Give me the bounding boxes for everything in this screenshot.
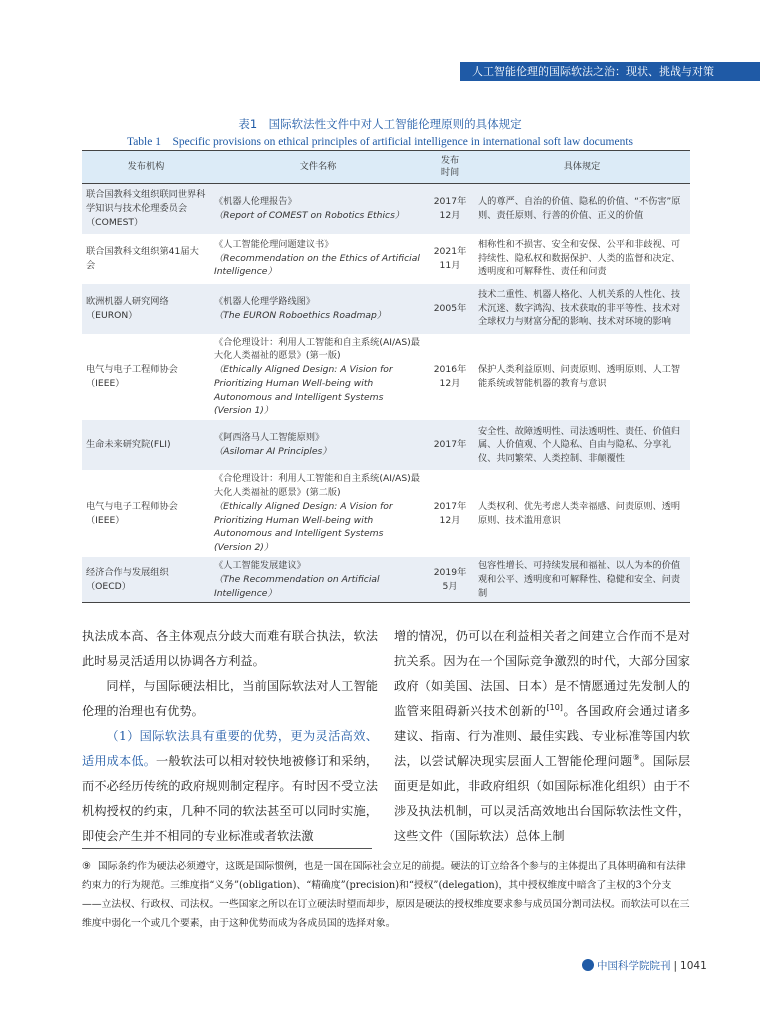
table-row bbox=[82, 284, 690, 334]
cell-provisions: 人类权利、优先考虑人类幸福感、问责原则、透明原则、技术滥用意识 bbox=[478, 500, 681, 526]
table-header-row bbox=[82, 151, 690, 184]
cell-org: 联合国教科文组织联同世界科学知识与技术伦理委员会（COMEST） bbox=[82, 184, 210, 234]
body-paragraph: 执法成本高、各主体观点分歧大而难有联合执法，软法此时易灵活适用以协调各方利益。 bbox=[82, 629, 378, 668]
table-row bbox=[82, 557, 690, 603]
table-row bbox=[82, 184, 690, 234]
table-row bbox=[82, 470, 690, 557]
cell-org: 经济合作与发展组织（OECD） bbox=[82, 557, 210, 603]
provisions-table bbox=[82, 150, 690, 603]
cell-date: 2017年 12月 bbox=[426, 184, 474, 234]
header-provisions: 具体规定 bbox=[474, 151, 690, 184]
cell-doc bbox=[210, 334, 426, 421]
cell-date: 2016年 12月 bbox=[433, 364, 467, 389]
reference-marker[interactable]: [10] bbox=[546, 702, 563, 712]
doc-title-zh: 《阿西洛马人工智能原则》 bbox=[214, 432, 325, 444]
cell-org: 联合国教科文组织第41届大会 bbox=[86, 245, 199, 271]
body-paragraph bbox=[394, 624, 690, 849]
footer-separator: | bbox=[673, 960, 678, 972]
cell-doc bbox=[210, 234, 426, 284]
journal-name: 中国科学院 bbox=[597, 960, 650, 972]
header-date: 发布 时间 bbox=[426, 151, 474, 184]
doc-title-en: （Ethically Aligned Design: A Vision for Prioritizing Human Well-being with Autonomous and Intelligent Systems (Version 2)） bbox=[214, 500, 393, 554]
footnote-mark: ⑨ bbox=[82, 861, 91, 872]
page-number: 1041 bbox=[680, 960, 707, 972]
footnote-divider bbox=[82, 848, 372, 849]
cell-provisions: 技术二重性、机器人格化、人机关系的人性化、技术沉迷、数字鸿沟、技术获取的非平等性、技术对全球权力与财富分配的影响、技术对环境的影响 bbox=[474, 284, 690, 334]
journal-suffix: 院刊 bbox=[649, 960, 671, 972]
header-doc: 文件名称 bbox=[210, 151, 426, 184]
doc-title-en: （Recommendation on the Ethics of Artificial Intelligence） bbox=[214, 252, 420, 278]
emphasis-heading: （1）国际软法具有重要的优势，更为灵活高效、适用成本低。 bbox=[82, 729, 378, 768]
doc-title-zh: 《机器人伦理学路线图》 bbox=[214, 295, 316, 307]
footnote-text: 国际条约作为硬法必须遵守，这既是国际惯例，也是一国在国际社会立足的前提。硬法的订立给各个参与的主体提出了具体明确和有法律约束力的行为规范。三维度指“义务”(obligation)、“精确度”(precision)和“授权”(delegation)，其中授权维度中暗含了主权的3个分支——立法权、行政权、司法权。一些国家之所以在订立硬法时望而却步，原因是硬法的授权维度要求参与成员国分割司法权。而软法可以在三维度中弱化一个或几个要素，由于这种优势而成为各成员国的选择对象。 bbox=[82, 861, 690, 929]
footnote bbox=[82, 857, 690, 933]
body-text: 。国际层面更是如此，非政府组织（如国际标准化组织）由于不涉及执法机制，可以灵活高效地出台国际软法性文件，这些文件（国际软法）总体上制 bbox=[394, 754, 691, 843]
cell-provisions: 人的尊严、自治的价值、隐私的价值、“不伤害”原则、责任原则、行善的价值、正义的价值 bbox=[474, 184, 690, 234]
cell-date: 2021年 11月 bbox=[433, 245, 467, 271]
table-row bbox=[82, 334, 690, 421]
cell-doc bbox=[210, 284, 426, 334]
cell-org: 欧洲机器人研究网络（EURON） bbox=[82, 284, 210, 334]
cell-provisions: 相称性和不损害、安全和安保、公平和非歧视、可持续性、隐私权和数据保护、人类的监督和决定、透明度和可解释性、责任和问责 bbox=[478, 238, 681, 278]
footnote-marker[interactable]: ⑨ bbox=[632, 752, 641, 762]
cell-date: 2019年 5月 bbox=[426, 557, 474, 603]
doc-title-en: （The EURON Roboethics Roadmap） bbox=[214, 309, 387, 321]
cell-provisions: 包容性增长、可持续发展和福祉、以人为本的价值观和公平、透明度和可解释性、稳健和安全、问责制 bbox=[474, 557, 690, 603]
cell-doc bbox=[210, 557, 426, 603]
doc-title-zh: 《人工智能伦理问题建议书》 bbox=[214, 238, 334, 250]
body-text: 增的情况，仍可以在利益相关者之间建立合作而不是对抗关系。因为在一个国际竞争激烈的时代，大部分国家政府（如美国、法国、日本）是不情愿通过先发制人的监管来阻碍新兴技术创新的 bbox=[394, 629, 690, 718]
doc-title-zh: 《人工智能发展建议》 bbox=[214, 560, 306, 572]
cell-org: 电气与电子工程师协会（IEEE） bbox=[86, 364, 178, 389]
body-paragraph: 同样，与国际硬法相比，当前国际软法对人工智能伦理的治理也有优势。 bbox=[82, 679, 378, 718]
doc-title-en: （The Recommendation on Artificial Intelligence） bbox=[214, 573, 380, 599]
cell-doc bbox=[210, 420, 426, 470]
table-caption-en: Table 1 Specific provisions on ethical principles of artificial intelligence in international soft law documents bbox=[126, 136, 633, 148]
cell-date: 2017年 bbox=[426, 420, 474, 470]
body-text: 。各国政府会通过诸多建议、指南、行为准则、最佳实践、专业标准等国内软法，以尝试解决现实层面人工智能伦理问题 bbox=[394, 704, 691, 768]
doc-title-zh: 《合伦理设计：利用人工智能和自主系统(AI/AS)最大化人类福祉的愿景》(第一版) bbox=[214, 336, 420, 362]
page-footer bbox=[582, 958, 707, 973]
doc-title-en: （Report of COMEST on Robotics Ethics） bbox=[214, 209, 405, 221]
body-left-column bbox=[82, 624, 378, 849]
body-right-column bbox=[394, 624, 690, 849]
cell-provisions: 保护人类利益原则、问责原则、透明原则、人工智能系统或智能机器的教育与意识 bbox=[478, 364, 681, 389]
header-org: 发布机构 bbox=[82, 151, 210, 184]
doc-title-zh: 《合伦理设计：利用人工智能和自主系统(AI/AS)最大化人类福祉的愿景》(第二版) bbox=[214, 473, 420, 499]
table-row bbox=[82, 420, 690, 470]
doc-title-en: （Ethically Aligned Design: A Vision for Prioritizing Human Well-being with Autonomous and Intelligent Systems (Version 1)） bbox=[214, 364, 393, 417]
cell-date: 2005年 bbox=[426, 284, 474, 334]
journal-logo-icon bbox=[582, 959, 594, 971]
table-row bbox=[82, 234, 690, 284]
running-header: 人工智能伦理的国际软法之治：现状、挑战与对策 bbox=[460, 62, 760, 81]
cell-provisions: 安全性、故障透明性、司法透明性、责任、价值归属、人价值观、个人隐私、自由与隐私、分享礼仪、共同繁荣、人类控制、非颠覆性 bbox=[474, 420, 690, 470]
cell-date: 2017年 12月 bbox=[433, 500, 467, 526]
cell-org: 生命未来研究院(FLI) bbox=[82, 420, 210, 470]
cell-org: 电气与电子工程师协会（IEEE） bbox=[86, 500, 178, 526]
doc-title-en: （Asilomar AI Principles） bbox=[214, 446, 332, 458]
cell-doc bbox=[210, 184, 426, 234]
body-paragraph bbox=[82, 724, 378, 849]
table-caption-zh: 表1 国际软法性文件中对人工智能伦理原则的具体规定 bbox=[238, 117, 522, 131]
doc-title-zh: 《机器人伦理报告》 bbox=[214, 195, 297, 207]
cell-doc bbox=[210, 470, 426, 557]
body-text: 一般软法可以相对较快地被修订和采纳，而不必经历传统的政府规则制定程序。有时因不受立法机构授权的约束，几种不同的软法甚至可以同时实施，即使会产生并不相同的专业标准或者软法激 bbox=[82, 754, 379, 843]
